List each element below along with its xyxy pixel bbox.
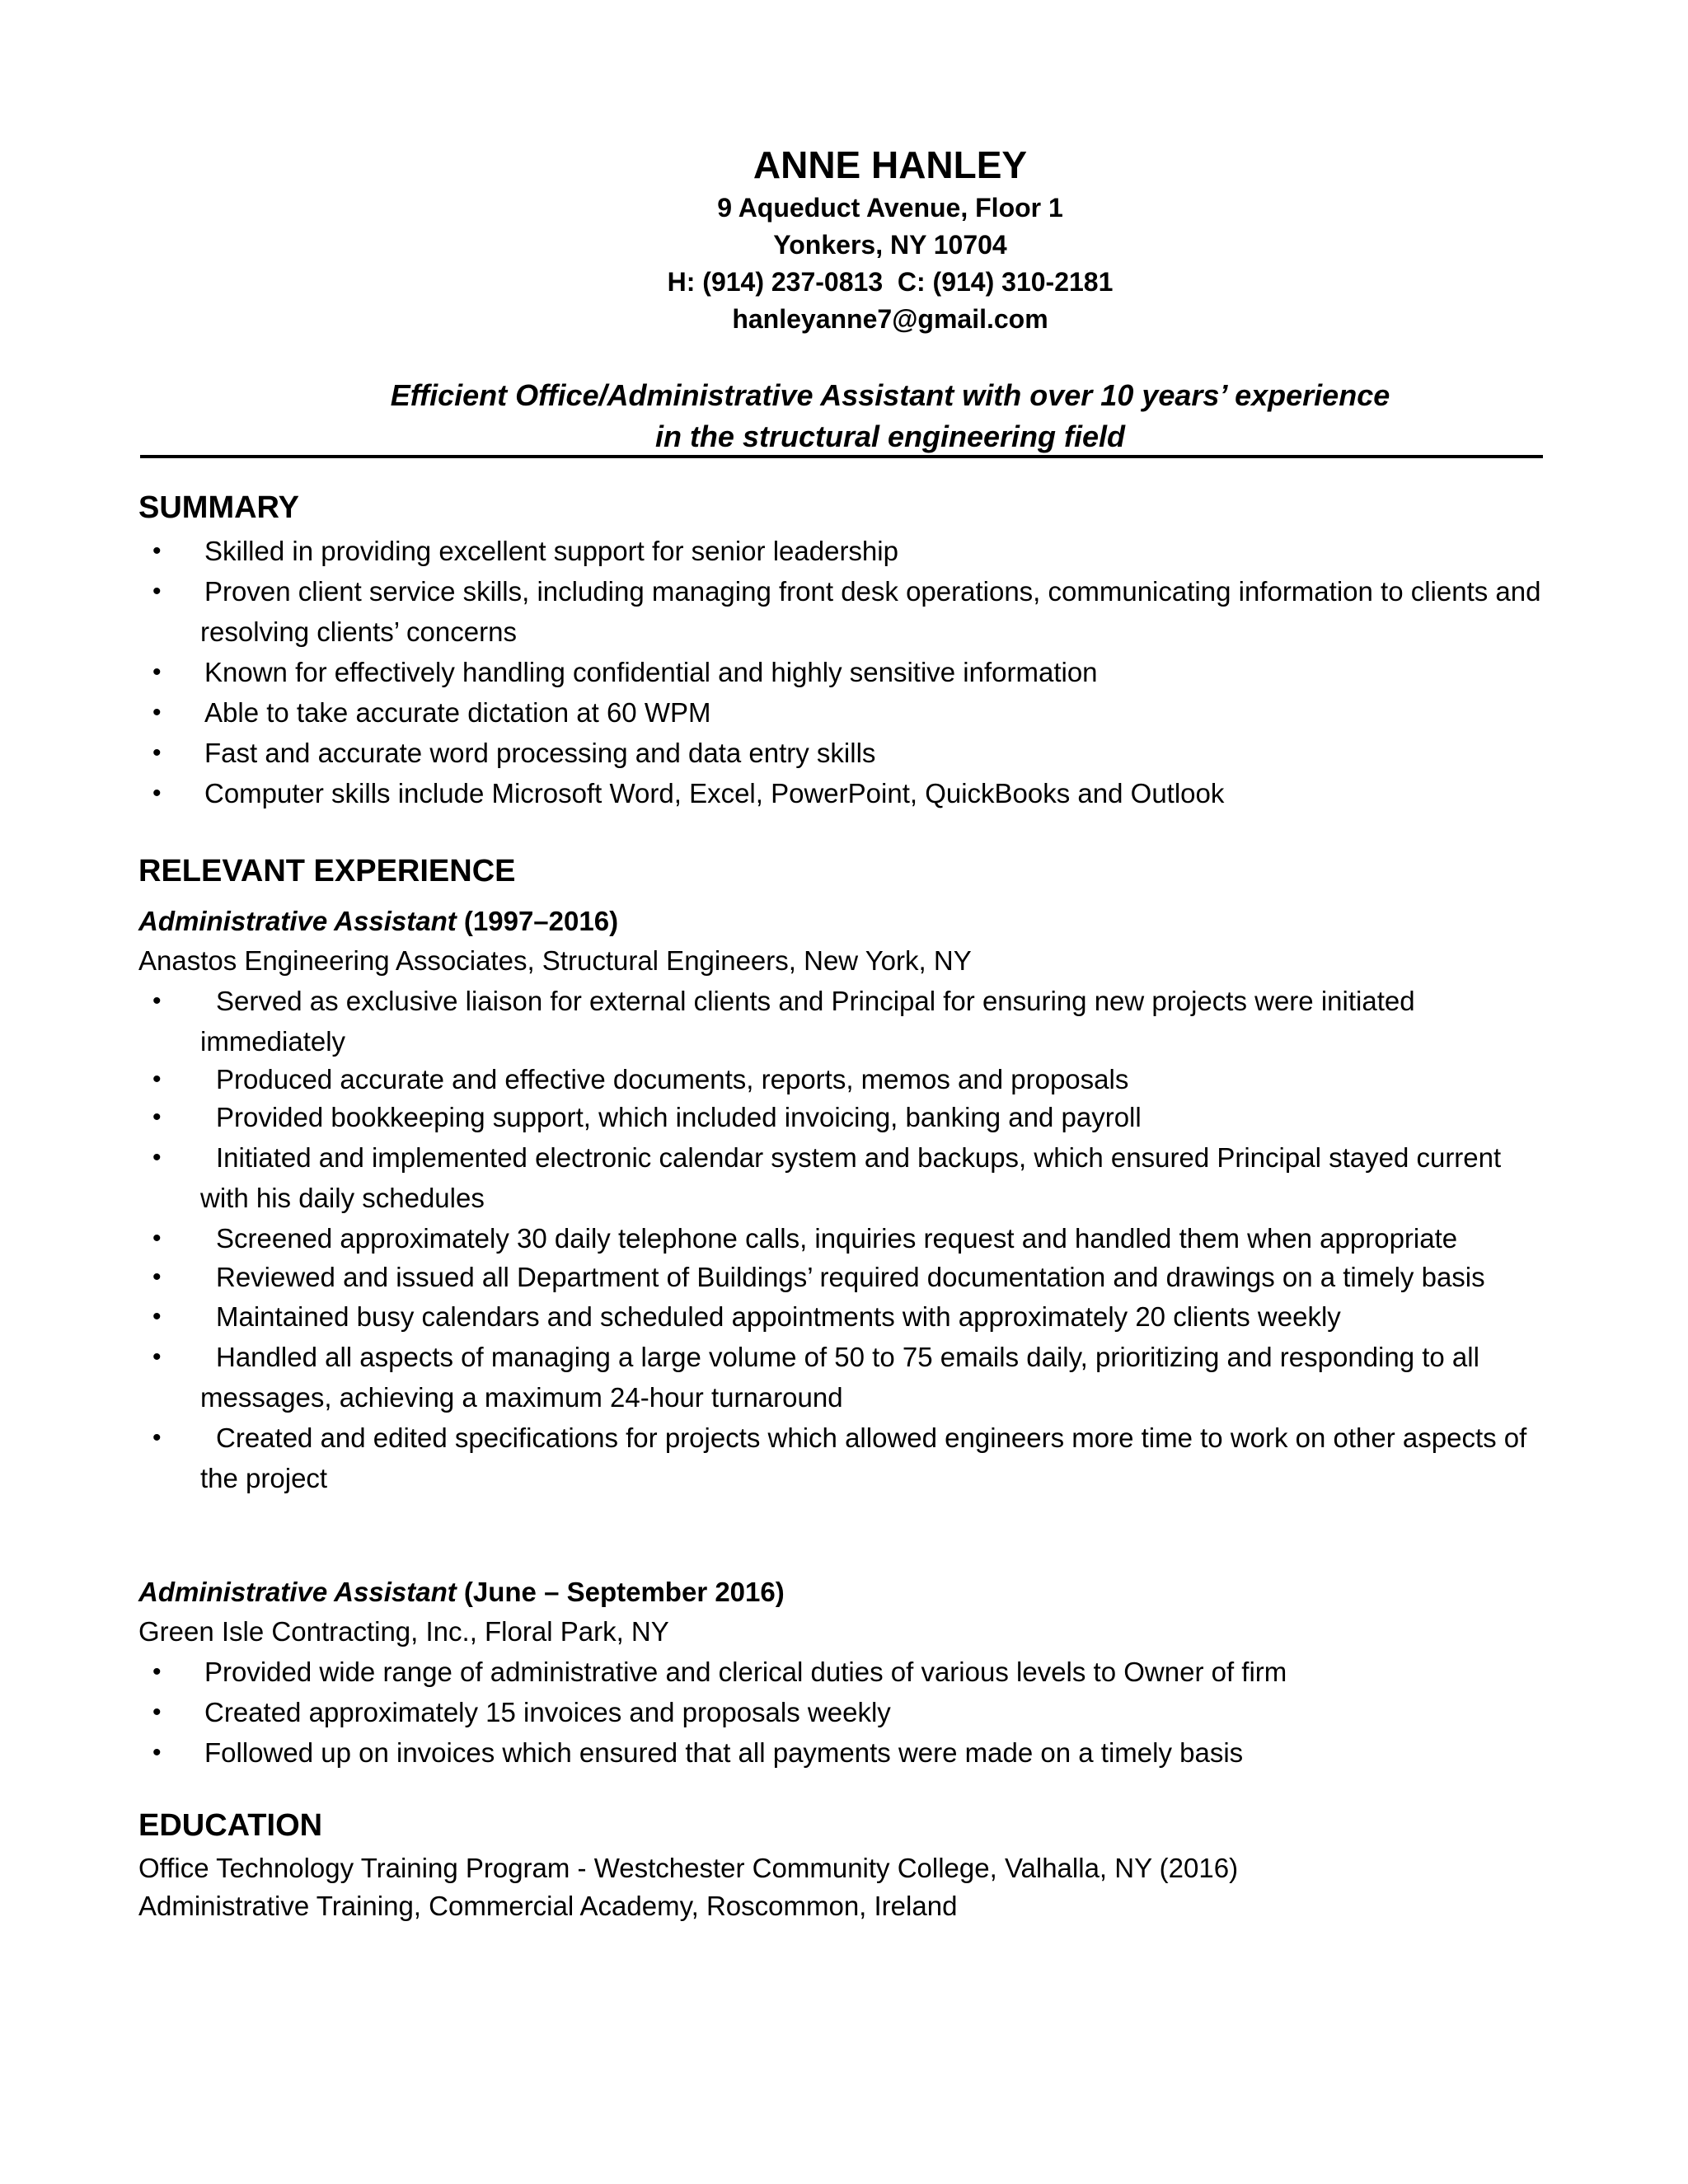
professional-tagline — [0, 375, 1688, 457]
contact-header — [0, 140, 1688, 338]
tagline-line-1: Efficient Office/Administrative Assistant with over 10 years’ experience — [390, 378, 1390, 412]
education-item-1: Office Technology Training Program - Westchester Community College, Valhalla, NY (2016) — [138, 1853, 1239, 1883]
list-item: • Provided wide range of administrative and clerical duties of various levels to Owner of firm — [0, 1652, 1688, 1692]
bullet-icon: • — [152, 780, 162, 807]
header-divider — [140, 455, 1543, 458]
address-line-1: 9 Aqueduct Avenue, Floor 1 — [717, 193, 1063, 223]
bullet-icon: • — [152, 1699, 162, 1726]
list-item: • Skilled in providing excellent support for senior leadership — [0, 531, 1688, 571]
list-item: • Produced accurate and effective documents, reports, memos and proposals — [0, 1062, 1688, 1098]
list-item: • Reviewed and issued all Department of Buildings’ required documentation and drawings on a timely basis — [0, 1258, 1688, 1296]
job-role: Administrative Assistant — [138, 906, 457, 936]
job-title-1 — [138, 902, 618, 941]
list-item: • Initiated and implemented electronic calendar system and backups, which ensured Principal stayed current with his daily schedules — [0, 1137, 1688, 1218]
job-dates: (1997–2016) — [456, 906, 619, 936]
bullet-icon: • — [152, 1658, 162, 1685]
list-item: • Computer skills include Microsoft Word, Excel, PowerPoint, QuickBooks and Outlook — [0, 773, 1688, 813]
bullet-icon: • — [152, 1343, 162, 1371]
job-2-duties — [0, 1652, 1688, 1773]
summary-list — [0, 531, 1688, 813]
job-role: Administrative Assistant — [138, 1577, 457, 1607]
list-item: • Known for effectively handling confidential and highly sensitive information — [0, 652, 1688, 692]
job-company-1: Anastos Engineering Associates, Structural Engineers, New York, NY — [138, 945, 972, 976]
bullet-icon: • — [152, 658, 162, 686]
bullet-icon: • — [152, 1225, 162, 1252]
list-item: • Proven client service skills, including managing front desk operations, communicating information to clients and resolving clients’ concerns — [0, 571, 1688, 652]
list-item: • Fast and accurate word processing and data entry skills — [0, 733, 1688, 773]
education-item-2: Administrative Training, Commercial Academy, Roscommon, Ireland — [138, 1891, 958, 1921]
tagline-line-2: in the structural engineering field — [654, 419, 1126, 453]
bullet-icon: • — [152, 1263, 162, 1291]
list-item: • Created approximately 15 invoices and proposals weekly — [0, 1692, 1688, 1732]
list-item: • Able to take accurate dictation at 60 WPM — [0, 692, 1688, 733]
candidate-name: ANNE HANLEY — [753, 143, 1028, 186]
education-heading: EDUCATION — [138, 1808, 323, 1843]
email-address: hanleyanne7@gmail.com — [732, 304, 1048, 334]
phone-numbers: H: (914) 237-0813 C: (914) 310-2181 — [667, 267, 1114, 297]
list-item: • Handled all aspects of managing a large volume of 50 to 75 emails daily, prioritizing and responding to all messages, achieving a maximum 24-hour turnaround — [0, 1337, 1688, 1418]
job-title-2 — [138, 1572, 785, 1612]
bullet-icon: • — [152, 1144, 162, 1171]
bullet-icon: • — [152, 699, 162, 726]
job-1-duties — [0, 981, 1688, 1498]
list-item: • Followed up on invoices which ensured that all payments were made on a timely basis — [0, 1732, 1688, 1773]
bullet-icon: • — [152, 1303, 162, 1330]
bullet-icon: • — [152, 739, 162, 766]
job-company-2: Green Isle Contracting, Inc., Floral Park, NY — [138, 1616, 669, 1647]
list-item: • Screened approximately 30 daily telephone calls, inquiries request and handled them when appropriate — [0, 1218, 1688, 1258]
address-line-2: Yonkers, NY 10704 — [773, 230, 1007, 260]
bullet-icon: • — [152, 1424, 162, 1451]
list-item: • Created and edited specifications for projects which allowed engineers more time to work on other aspects of the project — [0, 1418, 1688, 1498]
bullet-icon: • — [152, 987, 162, 1015]
bullet-icon: • — [152, 537, 162, 565]
experience-heading: RELEVANT EXPERIENCE — [138, 854, 516, 888]
bullet-icon: • — [152, 1739, 162, 1766]
summary-heading: SUMMARY — [138, 490, 299, 525]
list-item: • Provided bookkeeping support, which included invoicing, banking and payroll — [0, 1098, 1688, 1137]
bullet-icon: • — [152, 578, 162, 605]
list-item: • Served as exclusive liaison for external clients and Principal for ensuring new projects were initiated immediately — [0, 981, 1688, 1062]
bullet-icon: • — [152, 1104, 162, 1131]
bullet-icon: • — [152, 1066, 162, 1093]
list-item: • Maintained busy calendars and scheduled appointments with approximately 20 clients weekly — [0, 1296, 1688, 1337]
job-dates: (June – September 2016) — [456, 1577, 785, 1607]
